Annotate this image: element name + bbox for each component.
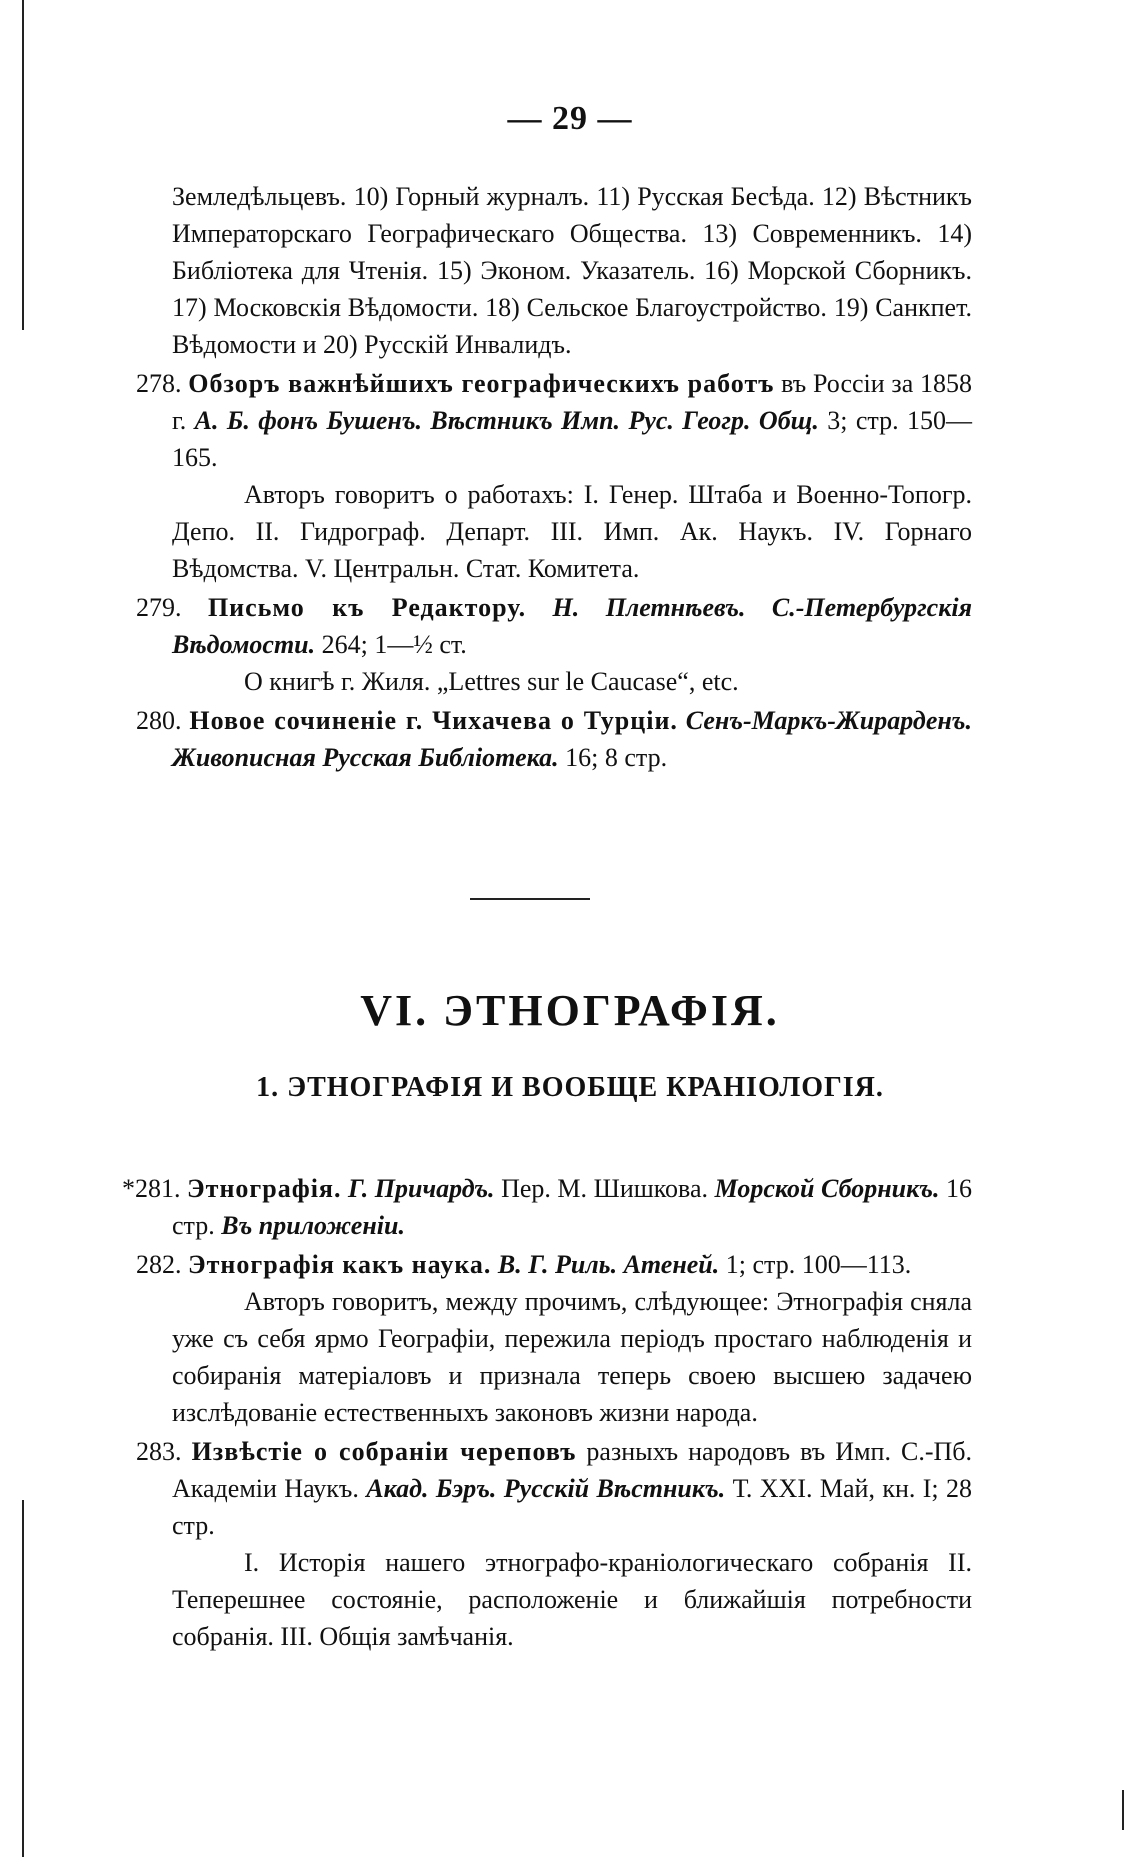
entry-278 — [136, 365, 973, 476]
entry-282-note: Авторъ говоритъ, между прочимъ, слѣдующее: Этнографія сняла уже съ себя ярмо Географіи, пережила періодъ простаго наблюденія и собиранія матеріаловъ и признала теперь своею высшею задачею изслѣдованіе естественныхъ законовъ жизни народа. — [172, 1287, 972, 1427]
entry-text: разныхъ народовъ въ Имп. С.-Пб. Академіи Наукъ. — [172, 1437, 972, 1503]
entry-author-source: Акад. Бэръ. Русскій Вѣстникъ. — [366, 1474, 726, 1503]
entry-number: 279. — [136, 593, 182, 622]
entry-283-note: I. Исторія нашего этнографо-краніологическаго собранія II. Теперешнее состояніе, расположеніе и ближайшія потребности собранія. III. Общія замѣчанія. — [172, 1548, 972, 1651]
entry-pages: Т. XXI. Май, кн. I; 28 стр. — [172, 1474, 972, 1540]
entry-pages: 16; 8 стр. — [558, 743, 668, 772]
entry-author-source: Н. Плетнѣевъ. С.-Петербургскія Вѣдомости. — [172, 593, 973, 659]
entry-author-source: В. Г. Риль. Атеней. — [491, 1250, 720, 1279]
lower-text-block — [122, 1170, 973, 1655]
entry-279-note: О книгѣ г. Жиля. „Lettres sur le Caucase“, etc. — [244, 667, 739, 696]
left-edge-line — [22, 0, 24, 330]
left-edge-line-lower — [22, 1500, 24, 1857]
upper-text-block — [136, 178, 973, 776]
entry-title: Этнографія. — [187, 1174, 342, 1203]
entry-title: Обзоръ важнѣйшихъ географическихъ работъ — [188, 369, 775, 398]
entry-text: Земледѣльцевъ. 10) Горный журналъ. 11) Русская Бесѣда. 12) Вѣстникъ Императорскаго Географическаго Общества. 13) Современникъ. 14) Библіотека для Чтенія. 15) Эконом. Указатель. 16) Морской Сборникъ. 17) Московскія Вѣдомости. 18) Сельское Благоустройство. 19) Санкпет. Вѣдомости и 20) Русскій Инвалидъ. — [172, 182, 972, 359]
separator-rule — [470, 898, 590, 900]
entry-text: Пер. М. Шишкова. — [494, 1174, 715, 1203]
entry-pages: 16 стр. — [172, 1174, 973, 1240]
entry-280 — [136, 702, 972, 776]
entry-number: 280. — [136, 706, 182, 735]
page-number: — 29 — — [507, 100, 633, 137]
subsection-title: 1. ЭТНОГРАФІЯ И ВООБЩЕ КРАНІОЛОГІЯ. — [256, 1072, 884, 1103]
entry-source: Морской Сборникъ. — [714, 1174, 940, 1203]
entry-278-note: Авторъ говоритъ о работахъ: I. Генер. Штаба и Военно-Топогр. Депо. II. Гидрограф. Департ. III. Имп. Ак. Наукъ. IV. Горнаго Вѣдомства. V. Центральн. Стат. Комитета. — [172, 480, 972, 583]
entry-text: въ Россіи за 1858 г. — [172, 369, 973, 435]
entry-number: 278. — [136, 369, 182, 398]
entry-author: Г. Причардъ. — [341, 1174, 495, 1203]
entry-author-source: А. Б. фонъ Бушенъ. Вѣстникъ Имп. Рус. Геогр. Общ. — [194, 406, 819, 435]
entry-279 — [136, 589, 973, 663]
entry-author-source: Сенъ-Маркъ-Жирарденъ. Живописная Русская Библіотека. — [172, 706, 972, 772]
entry-number: 283. — [136, 1437, 182, 1466]
entry-281 — [122, 1170, 973, 1244]
entry-title: Извѣстіе о собраніи череповъ — [191, 1437, 577, 1466]
entry-appendix-note: Въ приложеніи. — [221, 1211, 405, 1240]
right-edge-line — [1122, 1790, 1124, 1830]
entry-number: *281. — [122, 1174, 181, 1203]
entry-title: Новое сочиненіе г. Чихачева о Турціи. — [189, 706, 678, 735]
entry-pages: 3; стр. 150—165. — [172, 406, 972, 472]
entry-283 — [136, 1433, 972, 1544]
entry-number: 282. — [136, 1250, 182, 1279]
entry-title: Письмо къ Редактору. — [207, 593, 527, 622]
entry-282 — [136, 1246, 972, 1283]
entry-pages: 264; 1—½ ст. — [315, 630, 467, 659]
section-title: VI. ЭТНОГРАФІЯ. — [360, 986, 780, 1035]
entry-277-continuation — [172, 178, 972, 363]
entry-pages: 1; стр. 100—113. — [719, 1250, 912, 1279]
entry-title: Этнографія какъ наука. — [188, 1250, 492, 1279]
